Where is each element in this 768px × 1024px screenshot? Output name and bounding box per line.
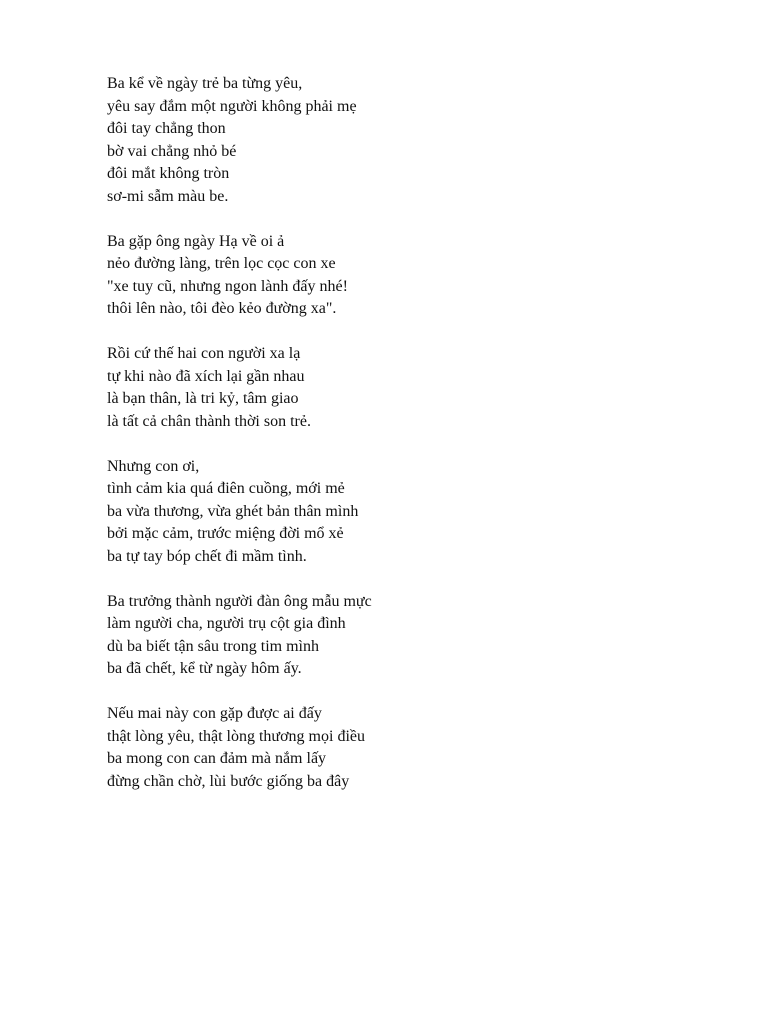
poem-line: sơ-mi sẫm màu be. <box>107 187 229 205</box>
poem-line: tự khi nào đã xích lại gần nhau <box>107 367 305 385</box>
poem-line: Rồi cứ thế hai con người xa lạ <box>107 345 301 362</box>
poem-line: thật lòng yêu, thật lòng thương mọi điều <box>107 727 365 745</box>
stanza-3 <box>107 343 727 433</box>
poem-line: Ba kể về ngày trẻ ba từng yêu, <box>107 75 303 92</box>
poem-line: là tất cả chân thành thời son trẻ. <box>107 412 311 430</box>
poem-line: là bạn thân, là tri kỷ, tâm giao <box>107 390 299 407</box>
poem-line: yêu say đắm một người không phải mẹ <box>107 97 357 115</box>
stanza-4 <box>107 456 727 569</box>
poem-line: đôi mắt không tròn <box>107 165 230 182</box>
poem-line: ba tự tay bóp chết đi mầm tình. <box>107 547 307 565</box>
stanza-1 <box>107 73 727 208</box>
stanza-6 <box>107 703 727 793</box>
poem-line: thôi lên nào, tôi đèo kẻo đường xa". <box>107 300 337 317</box>
poem-line: bởi mặc cảm, trước miệng đời mổ xẻ <box>107 525 344 542</box>
stanza-2 <box>107 231 727 321</box>
poem-line: Ba gặp ông ngày Hạ về oi ả <box>107 232 285 250</box>
poem-line: bờ vai chẳng nhỏ bé <box>107 142 237 160</box>
poem-line: tình cảm kia quá điên cuồng, mới mẻ <box>107 480 345 497</box>
stanza-5 <box>107 591 727 681</box>
poem-line: Nhưng con ơi, <box>107 457 200 475</box>
poem-line: ba mong con can đảm mà nắm lấy <box>107 750 327 767</box>
poem-line: đôi tay chẳng thon <box>107 120 226 137</box>
poem-line: Nếu mai này con gặp được ai đấy <box>107 705 322 722</box>
poem-line: dù ba biết tận sâu trong tim mình <box>107 637 319 655</box>
poem-line: "xe tuy cũ, nhưng ngon lành đấy nhé! <box>107 277 348 295</box>
poem-line: ba vừa thương, vừa ghét bản thân mình <box>107 502 359 520</box>
poem-line: Ba trưởng thành người đàn ông mẫu mực <box>107 592 372 610</box>
poem-line: nẻo đường làng, trên lọc cọc con xe <box>107 255 336 272</box>
poem-line: đừng chần chờ, lùi bước giống ba đây <box>107 772 350 790</box>
poem-line: ba đã chết, kể từ ngày hôm ấy. <box>107 660 302 677</box>
poem-line: làm người cha, người trụ cột gia đình <box>107 615 346 632</box>
poem-body <box>107 73 727 816</box>
